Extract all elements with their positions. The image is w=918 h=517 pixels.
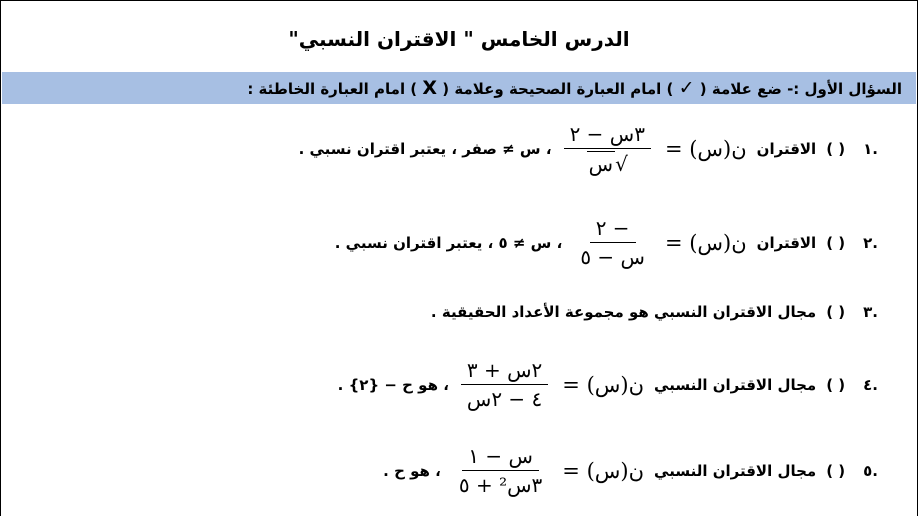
question-3 [427, 303, 878, 321]
page-title: الدرس الخامس " الاقتران النسبي" [288, 27, 630, 51]
question-2 [331, 216, 878, 269]
question-lead: الاقتران [756, 140, 817, 158]
question-number: .٤ [863, 375, 878, 394]
answer-box[interactable]: ( ) [826, 461, 846, 480]
fraction-numerator: ٣س − ٢ [564, 122, 651, 149]
answer-box[interactable]: ( ) [826, 303, 846, 321]
question-condition: ، س ≠ ٥ ، يعتبر اقتران نسبي . [334, 233, 563, 252]
question-4 [334, 358, 878, 411]
instruction-prefix: السؤال الأول :- ضع علامة ( [699, 80, 902, 98]
answer-box[interactable]: ( ) [826, 233, 846, 252]
question-number: .٢ [863, 233, 878, 252]
fraction [453, 444, 548, 497]
question-5 [379, 444, 878, 497]
function-label: ن(س) = [664, 137, 747, 161]
question-lead: مجال الاقتران النسبي هو مجموعة الأعداد الحقيقية . [430, 303, 817, 321]
function-label: ن(س) = [664, 230, 747, 255]
fraction-denominator: س − ٥ [580, 245, 645, 269]
check-mark-icon: ✓ [678, 77, 695, 99]
question-lead: الاقتران [756, 233, 817, 252]
question-1 [295, 122, 878, 176]
question-condition: ، هو ح . [383, 461, 441, 480]
instruction-band [2, 72, 916, 104]
fraction-numerator: س − ١ [462, 444, 539, 471]
function-label: ن(س) = [562, 458, 645, 483]
fraction [564, 122, 651, 176]
fraction [574, 216, 651, 269]
question-lead: مجال الاقتران النسبي [654, 375, 817, 394]
question-number: .٥ [863, 461, 878, 480]
fraction [461, 358, 548, 411]
fraction-denominator: ٣س² + ٥ [458, 473, 543, 497]
question-lead: مجال الاقتران النسبي [654, 461, 817, 480]
fraction-denominator: ٤ − ٢س [466, 387, 543, 411]
answer-box[interactable]: ( ) [826, 140, 846, 158]
question-number: .٣ [863, 303, 878, 321]
question-condition: ، س ≠ صفر ، يعتبر اقتران نسبي . [298, 140, 552, 158]
sqrt-icon: √ [615, 152, 628, 176]
fraction-denominator [581, 149, 634, 176]
function-label: ن(س) = [562, 372, 645, 397]
instruction-middle: ) امام العبارة الصحيحة وعلامة ( [442, 80, 674, 98]
answer-box[interactable]: ( ) [826, 375, 846, 394]
fraction-numerator: ٢س + ٣ [461, 358, 548, 385]
instruction-suffix: ) امام العبارة الخاطئة : [247, 80, 418, 98]
question-condition: ، هو ح − {٢} . [337, 375, 449, 394]
sqrt-radicand: س [588, 152, 614, 176]
fraction-numerator: − ٢ [590, 216, 636, 243]
question-number: .١ [863, 140, 878, 158]
x-mark-icon: X [422, 77, 438, 99]
